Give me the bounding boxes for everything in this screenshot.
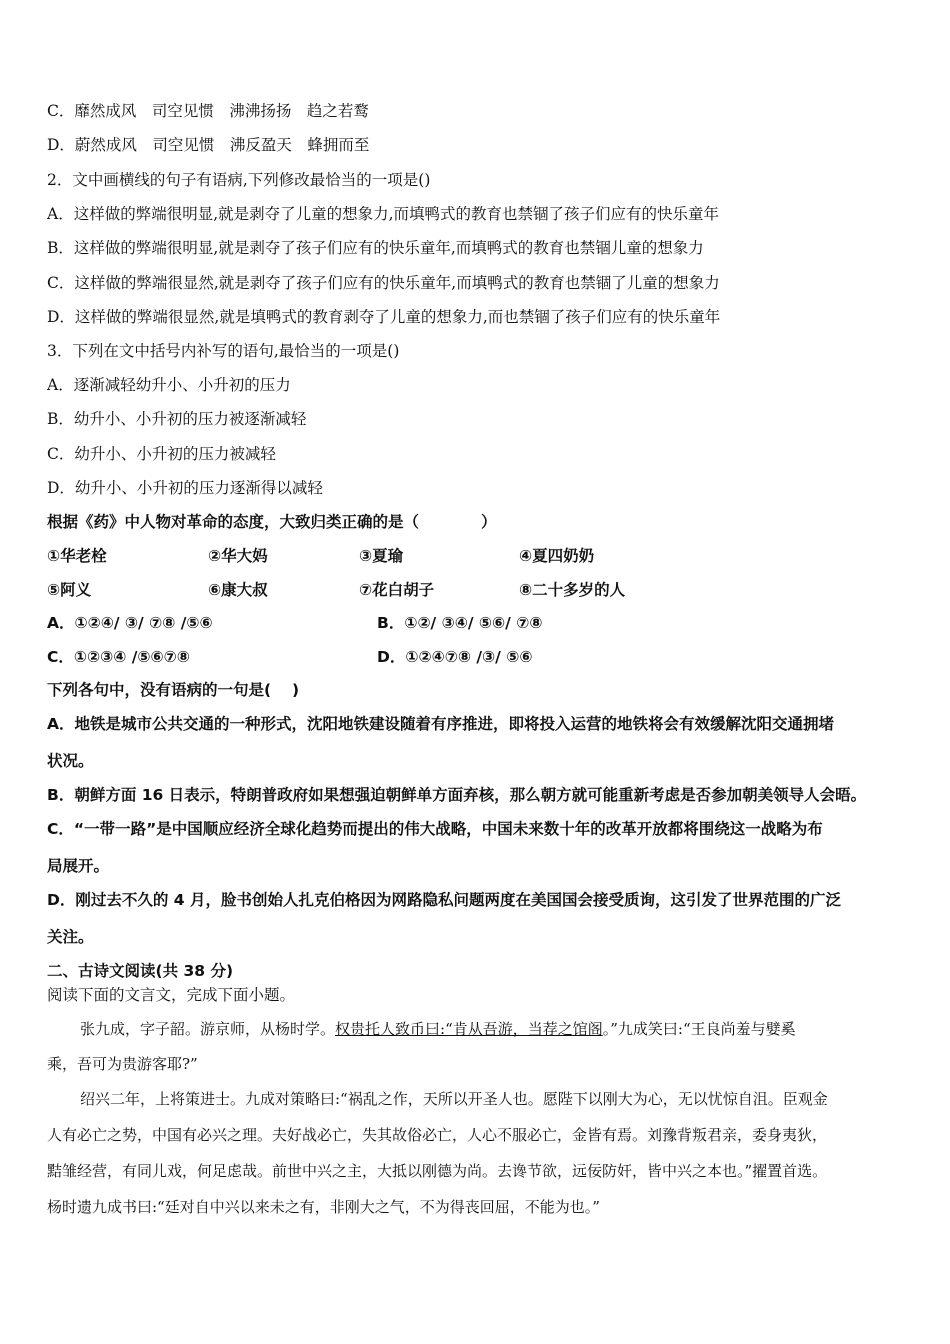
passage-line: 乘，吾可为贵游客耶?” <box>47 1055 198 1073</box>
q4-person: ④夏四奶奶 <box>519 547 595 565</box>
q4-option-b: B．①②/ ③④/ ⑤⑥/ ⑦⑧ <box>377 614 543 632</box>
q5-option-b: B．朝鲜方面 16 日表示，特朗普政府如果想强迫朝鲜单方面弃核，那么朝方就可能重新考虑是否参加朝美领导人会晤。 <box>47 786 867 804</box>
q5-option-c: C．“一带一路”是中国顺应经济全球化趋势而提出的伟大战略，中国未来数十年的改革开放都将围绕这一战略为布 <box>47 820 823 838</box>
q4-option-d: D．①②④⑦⑧ /③/ ⑤⑥ <box>377 648 533 666</box>
q3-option-a: A．逐渐减轻幼升小、小升初的压力 <box>47 376 291 394</box>
q3-option-c: C．幼升小、小升初的压力被减轻 <box>47 445 276 463</box>
section-instruction: 阅读下面的文言文，完成下面小题。 <box>47 986 296 1004</box>
q4-person: ②华大妈 <box>208 547 268 565</box>
q5-option-a-cont: 状况。 <box>47 752 94 770</box>
q2-stem: 2．文中画横线的句子有语病,下列修改最恰当的一项是() <box>47 171 431 189</box>
q4-option-c: C．①②③④ /⑤⑥⑦⑧ <box>47 648 190 666</box>
q5-option-d-cont: 关注。 <box>47 928 94 946</box>
q4-option-a: A．①②④/ ③/ ⑦⑧ /⑤⑥ <box>47 614 213 632</box>
passage-text: 张九成，字子韶。游京师，从杨时学。 <box>80 1020 336 1038</box>
q3-option-b: B．幼升小、小升初的压力被逐渐减轻 <box>47 410 307 428</box>
passage-line: 黠雏经营，有同儿戏，何足虑哉。前世中兴之主，大抵以刚德为尚。去谗节欲，远佞防奸，皆中兴之本也。”擢置首选。 <box>47 1162 828 1180</box>
passage-text: 。”九成笑曰:“王良尚羞与嬖奚 <box>602 1020 796 1038</box>
passage-line: 人有必亡之势，中国有必兴之理。夫好战必亡，失其故俗必亡，人心不服必亡，金皆有焉。刘豫背叛君亲，委身夷狄， <box>47 1126 828 1144</box>
q5-option-a: A．地铁是城市公共交通的一种形式，沈阳地铁建设随着有序推进，即将投入运营的地铁将会有效缓解沈阳交通拥堵 <box>47 715 834 733</box>
q4-person: ①华老栓 <box>47 547 107 565</box>
q3-stem: 3．下列在文中括号内补写的语句,最恰当的一项是() <box>47 342 400 360</box>
q5-option-c-cont: 局展开。 <box>47 857 110 875</box>
underlined-sentence: 权贵托人致币曰:“肯从吾游，当荐之馆阁 <box>335 1020 603 1038</box>
q1-option-c: C．靡然成风 司空见惯 沸沸扬扬 趋之若鹜 <box>47 102 369 120</box>
q4-person: ③夏瑜 <box>359 547 404 565</box>
q4-person: ⑦花白胡子 <box>359 581 435 599</box>
passage-paragraph-1 <box>80 1019 796 1039</box>
q4-person: ⑧二十多岁的人 <box>519 581 626 599</box>
q4-person: ⑤阿义 <box>47 581 92 599</box>
q5-option-d: D．刚过去不久的 4 月，脸书创始人扎克伯格因为网路隐私问题两度在美国国会接受质询，这引发了世界范围的广泛 <box>47 891 841 909</box>
passage-line: 绍兴二年，上将策进士。九成对策略曰:“祸乱之作，天所以开圣人也。愿陛下以刚大为心，无以忧惊自沮。臣观金 <box>80 1090 828 1108</box>
q3-option-d: D．幼升小、小升初的压力逐渐得以减轻 <box>47 479 323 497</box>
section-heading: 二、古诗文阅读(共 38 分) <box>47 962 234 980</box>
q2-option-d: D．这样做的弊端很显然,就是填鸭式的教育剥夺了儿童的想象力,而也禁锢了孩子们应有的快乐童年 <box>47 308 721 326</box>
q2-option-a: A．这样做的弊端很明显,就是剥夺了儿童的想象力,而填鸭式的教育也禁锢了孩子们应有的快乐童年 <box>47 205 720 223</box>
q4-person: ⑥康大叔 <box>208 581 268 599</box>
q5-stem: 下列各句中，没有语病的一句是( ) <box>47 681 300 699</box>
passage-line: 杨时遗九成书曰:“廷对自中兴以来未之有，非刚大之气，不为得丧回屈，不能为也。” <box>47 1198 600 1216</box>
q4-stem: 根据《药》中人物对革命的态度，大致归类正确的是（ ） <box>47 513 497 531</box>
q2-option-b: B．这样做的弊端很明显,就是剥夺了孩子们应有的快乐童年,而填鸭式的教育也禁锢儿童的想象力 <box>47 239 704 257</box>
q2-option-c: C．这样做的弊端很显然,就是剥夺了孩子们应有的快乐童年,而填鸭式的教育也禁锢了儿童的想象力 <box>47 274 720 292</box>
q1-option-d: D．蔚然成风 司空见惯 沸反盈天 蜂拥而至 <box>47 136 370 154</box>
